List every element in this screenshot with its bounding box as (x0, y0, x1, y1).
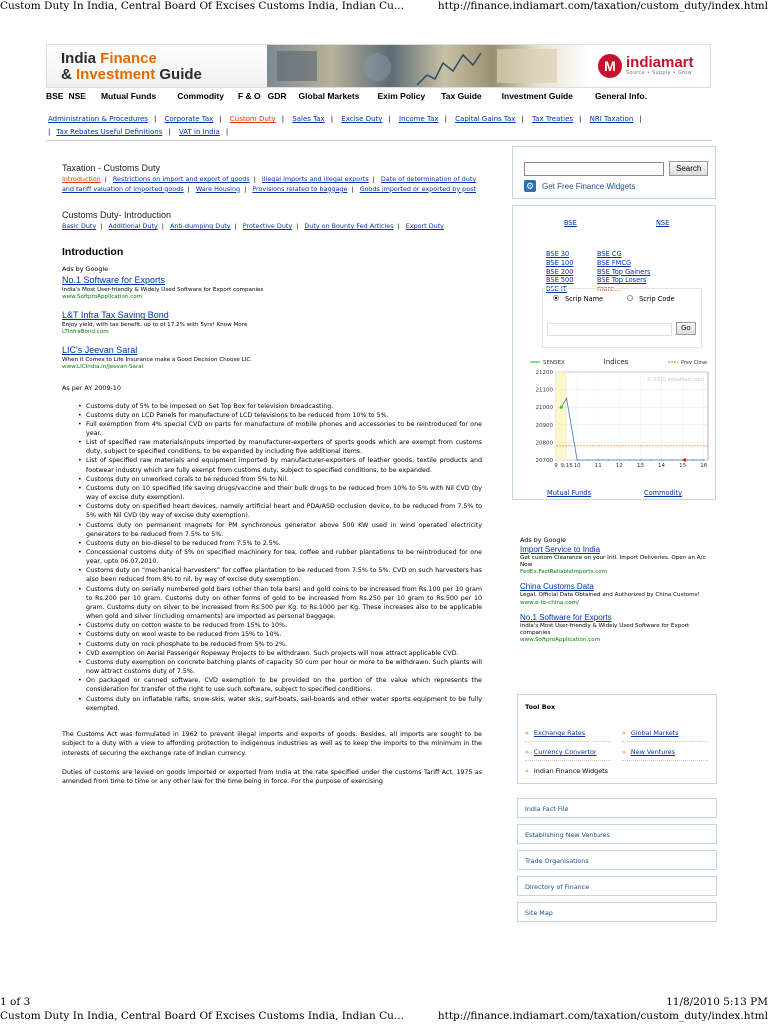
go-button[interactable]: Go (676, 322, 696, 335)
customs-topic-links: Introduction | Restrictions on import and export of goods | Illegal imports and illegal exports | Date of determination of duty and tariff valuation of imported goods | Ware Housing | Provisions related to baggage | Goods imported or exported by post (62, 175, 477, 193)
print-footer-page (0, 996, 768, 1010)
chart-svg (518, 354, 714, 474)
link-additional-duty[interactable]: Additional Duty (108, 222, 158, 231)
search-input[interactable] (524, 162, 664, 176)
subnav-tax-treaties[interactable]: Tax Treaties (532, 115, 574, 123)
arrow-icon: » (622, 748, 626, 756)
tool-label: Indian Finance Widgets (533, 767, 608, 775)
list-item: • Customs duty on 10 specified life saving drugs/vaccine and their bulk drugs to be reduced from 10% to 5% with Nil CVD (by way of excise duty exemption). (86, 484, 482, 502)
logo-text: indiamart (626, 54, 694, 71)
list-item: • Customs duty on specified heart devices, namely artificial heart and PDA/ASD occlusion device, to be reduced from 7.5% to 5% with Nil CVD (by way of excise duty exemption). (86, 502, 482, 520)
more-link[interactable]: more... (597, 285, 621, 294)
duty-type-links: Basic Duty | Additional Duty | Anti-dumping Duty | Protective Duty | Duty on Bounty Fed Articles | Export Duty (62, 222, 444, 231)
y-tick-label: 20900 (535, 422, 553, 429)
nav-commodity[interactable]: Commodity (177, 91, 224, 101)
list-item: • Customs duty on LCD Panels for manufacture of LCD televisions to be reduced from 10% to 5%. (86, 411, 482, 420)
print-header (0, 0, 768, 14)
x-tick-label: 16 (700, 463, 708, 469)
index-link[interactable]: BSE FMCG (597, 258, 632, 267)
scrip-name-option[interactable] (553, 295, 625, 303)
x-tick-label: 12 (615, 463, 623, 469)
y-tick-label: 21000 (535, 405, 553, 412)
link-trade-organisations[interactable]: Trade Organisations (517, 850, 717, 870)
ad-title[interactable]: LIC's Jeevan Saral (62, 345, 138, 356)
link-india-fact-file[interactable]: India Fact File (517, 798, 717, 818)
index-link[interactable]: BSE Top Losers (597, 276, 647, 285)
print-url: http://finance.indiamart.com/taxation/custom_duty/index.html (437, 1010, 768, 1022)
ad-url[interactable]: www.LICIndia.in/Jeevan-Saral (62, 364, 144, 371)
list-item: • Customs duty of 5% to be imposed on Set Top Box for television broadcasting. (86, 402, 482, 411)
list-item: • Customs duty on bio-diesel to be reduced from 7.5% to 2.5%. (86, 539, 482, 548)
page-number: 1 of 3 (0, 996, 31, 1008)
site-banner (46, 44, 711, 88)
list-item: • Customs duty on unworked corals to be reduced from 5% to Nil. (86, 475, 482, 484)
ad-url[interactable]: www.SoftproApplication.com (62, 294, 143, 301)
body-paragraph: Duties of customs are levied on goods imported or exported from India at the rate specified under the customs Tariff Act, 1975 as amended from time to time or any other law for the time being in force. For the purpose of exercising (62, 768, 482, 786)
print-footer (0, 1010, 768, 1024)
ad-title[interactable]: No.1 Software for Exports (62, 275, 166, 286)
legend-label-prev-close: Prev Close (681, 360, 708, 366)
divider (525, 760, 611, 761)
subnav-tax-rebates[interactable]: Tax Rebates Useful Definitions (56, 128, 163, 136)
link-anti-dumping-duty[interactable]: Anti-dumping Duty (170, 222, 231, 231)
data-point (661, 459, 662, 460)
list-item: • Customs duty on “mechanical harvesters” for coffee plantation to be reduced from 7.5% to 5%. CVD on such harvesters has also been reduced from 8% to nil, by way of excise duty exemption. (86, 566, 482, 584)
sidebar-ads (520, 536, 714, 650)
introduction-heading: Introduction (62, 245, 124, 258)
index-link[interactable]: BSE 30 (546, 250, 570, 258)
list-item: • Customs duty on inflatable rafts, snow-skis, water skis, surf-boats, sail-boards and other water sports equipment to be fully exempted. (86, 695, 482, 713)
x-tick-label: 13 (636, 463, 644, 469)
tax-sub-nav: Administration & Procedures | Corporate Tax | Custom Duty | Sales Tax | Excise Duty | Income Tax | Capital Gains Tax | Tax Treaties | NRI Taxation | | Tax Rebates Useful Definitions | VAT in India | (48, 115, 642, 136)
data-point (576, 459, 577, 460)
scrip-code-option[interactable] (627, 295, 699, 303)
subnav-corporate-tax[interactable]: Corporate Tax (164, 115, 214, 123)
y-tick-label: 21100 (535, 387, 553, 394)
subnav-sales-tax[interactable]: Sales Tax (292, 115, 325, 123)
index-link[interactable]: BSE 500 (546, 276, 574, 285)
ad-url[interactable]: www.e-to-china.com/ (520, 599, 579, 606)
list-item: • Customs duty exemption on concrete batching plants of capacity 50 cum per hour or more to be withdrawn. Such plants will now attract customs duty of 7.5%. (86, 658, 482, 676)
scrip-input[interactable] (547, 323, 672, 336)
budget-changes-list (62, 402, 482, 713)
ad-url[interactable]: LTInfraBond.com (62, 329, 109, 336)
arrow-icon: » (525, 767, 529, 775)
link-illegal-imports[interactable]: Illegal imports and illegal exports (261, 175, 369, 184)
mutual-funds-link[interactable]: Mutual Funds (547, 489, 592, 497)
link-basic-duty[interactable]: Basic Duty (62, 222, 97, 231)
scrip-lookup (542, 288, 702, 348)
x-tick-label: 9:15 (560, 463, 573, 469)
y-tick-label: 20700 (535, 458, 553, 464)
main-nav (46, 91, 726, 101)
data-point (682, 459, 683, 460)
widgets-label: Get Free Finance Widgets (542, 181, 636, 191)
y-tick-label: 20800 (535, 440, 553, 447)
tool-label: New Ventures (630, 748, 676, 756)
right-sidebar (512, 146, 716, 500)
index-link[interactable]: BSE IT (546, 285, 567, 294)
ad-block (62, 275, 482, 301)
subnav-nri-taxation[interactable]: NRI Taxation (589, 115, 634, 123)
section-title: Customs Duty- Introduction (62, 210, 172, 221)
link-ware-housing[interactable]: Ware Housing (195, 184, 241, 193)
commodity-link[interactable]: Commodity (644, 489, 683, 497)
banner-collage-image (267, 45, 590, 87)
finance-widgets-link[interactable] (524, 180, 715, 192)
data-point (619, 459, 620, 460)
market-box (512, 205, 716, 500)
tool-global-markets[interactable] (622, 729, 679, 737)
tool-box (517, 694, 717, 784)
site-title[interactable] (47, 45, 267, 87)
list-item: • List of specified raw materials/inputs imported by manufacturer-exporters of sports goods which are exempt from customs duty, subject to specified conditions, to be expanded by including five additional items. (86, 438, 482, 456)
nav-f-and-o[interactable]: F & O (237, 91, 261, 101)
link-directory-of-finance[interactable]: Directory of Finance (517, 876, 717, 896)
scrip-name-label: Scrip Name (565, 295, 604, 303)
divider (525, 741, 611, 742)
link-protective-duty[interactable]: Protective Duty (242, 222, 293, 231)
ad-block (520, 545, 714, 576)
nav-investment-guide[interactable]: Investment Guide (501, 91, 573, 101)
link-restrictions[interactable]: Restrictions on import and export of goods (112, 175, 250, 184)
data-point (703, 459, 704, 460)
x-tick-label: 10 (573, 463, 581, 469)
data-point (671, 459, 672, 460)
sidebar-links (517, 798, 717, 928)
divider (622, 741, 708, 742)
gear-icon: ⚙ (525, 181, 535, 191)
nav-tax-guide[interactable]: Tax Guide (441, 91, 482, 101)
link-site-map[interactable]: Site Map (517, 902, 717, 922)
main-content (62, 164, 482, 787)
x-tick-label: 15 (679, 463, 687, 469)
tool-currency-convertor[interactable] (525, 748, 597, 756)
title-part: Investment (76, 66, 156, 83)
nav-general-info[interactable]: General Info. (594, 91, 647, 101)
list-item: • CVD exemption on Aerial Passenger Ropeway Projects to be withdrawn. Such projects will now attract applicable CVD. (86, 649, 482, 658)
ad-title[interactable]: Import Service to India (520, 545, 601, 554)
nav-bse[interactable]: BSE (46, 91, 64, 101)
link-establishing-new-ventures[interactable]: Establishing New Ventures (517, 824, 717, 844)
tool-finance-widgets[interactable] (525, 767, 608, 775)
ad-title[interactable]: No.1 Software for Exports (520, 612, 612, 622)
ad-desc: Get custom Clearance on your Intl. Import Deliveries. Open an A/c Now (520, 555, 706, 569)
tool-label: Exchange Rates (533, 729, 586, 737)
section-title: Taxation - Customs Duty (62, 163, 161, 173)
chart-title: Indices (603, 358, 629, 366)
nav-exim-policy[interactable]: Exim Policy (377, 91, 426, 101)
legend-label-sensex: SENSEX (543, 360, 565, 366)
list-item: • Full exemption from 4% special CVD on parts for manufacture of mobile phones and accessories to be reintroduced for one year. (86, 420, 482, 438)
nav-mutual-funds[interactable]: Mutual Funds (100, 91, 157, 101)
ad-desc: Legal, Official Data Obtained and Authorized by China Customs! (520, 592, 700, 599)
data-point (587, 459, 588, 460)
ad-url[interactable]: www.SoftproApplication.com (520, 637, 601, 644)
pre-open-band (556, 372, 567, 460)
x-tick-label: 9 (554, 463, 558, 469)
arrow-icon: » (622, 729, 626, 737)
print-url: http://finance.indiamart.com/taxation/custom_duty/index.html (437, 0, 768, 12)
data-point (566, 398, 567, 399)
list-item: • Customs duty on cotton waste to be reduced from 15% to 10%. (86, 621, 482, 630)
link-goods-by-post[interactable]: Goods imported or exported by post (359, 184, 476, 193)
subnav-administration[interactable]: Administration & Procedures (48, 115, 148, 123)
nse-heading-link[interactable]: NSE (656, 219, 670, 227)
subnav-income-tax[interactable]: Income Tax (399, 115, 439, 123)
chart-watermark: © 2010 indiamart.com (646, 377, 704, 383)
divider (622, 760, 708, 761)
ad-title[interactable]: L&T Infra Tax Saving Bond (62, 310, 169, 321)
title-part: Finance (100, 50, 157, 67)
list-item: • On packaged or canned software, CVD exemption to be provided on the portion of the value which represents the consideration for transfer of the right to use such software, subject to specified conditions. (86, 676, 482, 694)
tool-label: Global Markets (630, 729, 679, 737)
arrow-icon: » (525, 748, 529, 756)
link-date-of-determination[interactable]: Date of determination of duty and tariff valuation of imported goods (62, 175, 477, 193)
data-point (640, 459, 641, 460)
title-part: Guide (155, 66, 202, 83)
logo-tagline: Source • Supply • Grow (626, 70, 693, 76)
toolbox-title: Tool Box (525, 703, 556, 711)
close-marker (683, 458, 686, 461)
tool-new-ventures[interactable] (622, 748, 675, 756)
scrip-code-label: Scrip Code (639, 295, 675, 303)
subnav-custom-duty[interactable]: Custom Duty (229, 115, 276, 123)
index-link[interactable]: BSE 200 (546, 267, 574, 276)
ad-desc: When it Comes to Life Insurance make a Good Decision Choose LIC. (62, 357, 253, 364)
ad-title[interactable]: China Customs Data (520, 582, 594, 592)
index-link[interactable]: BSE CG (597, 250, 622, 258)
list-item: • Customs duty on serially numbered gold bars (other than tola bars) and gold coins to be increased from Rs.100 per 10 gram to Rs.200 per 10 gram. Customs duty on other forms of gold to be increased from Rs.250 per 10 gram to Rs.500 per 10 gram. Customs duty on silver to be increased from Rs.500 per Kg. to Rs.1000 per Kg. These increases also to be applicable when gold and silver (including ornaments) are imported as personal baggage. (86, 585, 482, 622)
divider (46, 140, 712, 141)
ad-desc: India's Most User-friendly & Widely Used Software for Export companies (62, 287, 264, 294)
data-point (650, 459, 651, 460)
list-item: • Concessional customs duty of 5% on specified machinery for tea, coffee and rubber plantations to be reintroduced for one year, upto 06.07.2010. (86, 548, 482, 566)
sensex-chart (518, 354, 714, 474)
nav-gdr[interactable]: GDR (267, 91, 287, 101)
ad-block (62, 345, 482, 371)
print-datetime: 11/8/2010 5:13 PM (666, 996, 768, 1008)
radio-selected-icon (553, 295, 559, 301)
search-box (512, 146, 716, 199)
data-point (598, 459, 599, 460)
subnav-excise-duty[interactable]: Excise Duty (341, 115, 383, 123)
tool-exchange-rates[interactable] (525, 729, 585, 737)
ad-block (520, 582, 714, 606)
link-bounty-fed[interactable]: Duty on Bounty Fed Articles (304, 222, 394, 231)
index-link[interactable]: BSE Top Gainers (597, 267, 651, 276)
subnav-capital-gains-tax[interactable]: Capital Gains Tax (455, 115, 516, 123)
title-part: & (61, 66, 76, 83)
nav-nse[interactable]: NSE (68, 91, 86, 101)
link-export-duty[interactable]: Export Duty (405, 222, 444, 231)
x-tick-label: 11 (594, 463, 602, 469)
search-button[interactable]: Search (669, 161, 708, 176)
ad-desc: Enjoy yield, with tax benefit, up to of 17.2% with 5yrs! Know More (62, 322, 248, 329)
link-baggage[interactable]: Provisions related to baggage (252, 184, 348, 193)
data-point (629, 459, 630, 460)
ad-block (62, 310, 482, 336)
title-part: India (61, 50, 101, 67)
index-link[interactable]: BSE 100 (546, 258, 574, 267)
x-tick-label: 14 (658, 463, 666, 469)
body-paragraph: The Customs Act was formulated in 1962 to prevent illegal imports and exports of goods. Besides, all imports are sought to be subject to a duty with a view to affording protection to indigenous industries as well as to keep the imports to the minimum in the interests of securing the exchange rate of Indian currency. (62, 730, 482, 758)
data-point (693, 459, 694, 460)
ad-desc: India's Most User-friendly & Widely Used Software for Export companies (520, 622, 690, 636)
open-marker (560, 406, 563, 409)
ad-block (520, 613, 714, 644)
list-item: • Customs duty on permanent magnets for PM synchronous generator above 500 KW used in wind operated electricity generators to be reduced from 7.5% to 5%. (86, 521, 482, 539)
ads-label: Ads by Google (520, 536, 567, 544)
radio-icon (627, 295, 633, 301)
indiamart-logo[interactable] (590, 45, 710, 87)
data-point (608, 459, 609, 460)
subnav-vat[interactable]: VAT in India (178, 128, 220, 136)
list-item: • Customs duty on wool waste to be reduced from 15% to 10%. (86, 630, 482, 639)
logo-m-icon: M (598, 54, 622, 78)
list-item: • Customs duty on rock phosphate to be reduced from 5% to 2%. (86, 640, 482, 649)
ad-url[interactable]: FedEx.FastReliableImports.com (520, 569, 608, 576)
arrow-icon: » (525, 729, 529, 737)
link-introduction[interactable]: Introduction (62, 175, 101, 184)
nav-global-markets[interactable]: Global Markets (298, 91, 360, 101)
print-title: Custom Duty In India, Central Board Of Excises Customs India, Indian Cu... (0, 1010, 404, 1022)
plot-area (556, 372, 708, 460)
print-title: Custom Duty In India, Central Board Of Excises Customs India, Indian Cu... (0, 0, 404, 12)
tool-label: Currency Convertor (533, 748, 597, 756)
bse-heading-link[interactable]: BSE (564, 219, 577, 227)
y-tick-label: 21200 (535, 370, 553, 376)
list-item: • List of specified raw materials and equipment imported by manufacturer-exporters of leather goods, textile products and footwear industry which are fully exempt from customs duty, subject to specified conditions, to be expanded. (86, 456, 482, 474)
assessment-year-label: As per AY 2009-10 (62, 384, 121, 393)
ads-label: Ads by Google (62, 265, 109, 274)
